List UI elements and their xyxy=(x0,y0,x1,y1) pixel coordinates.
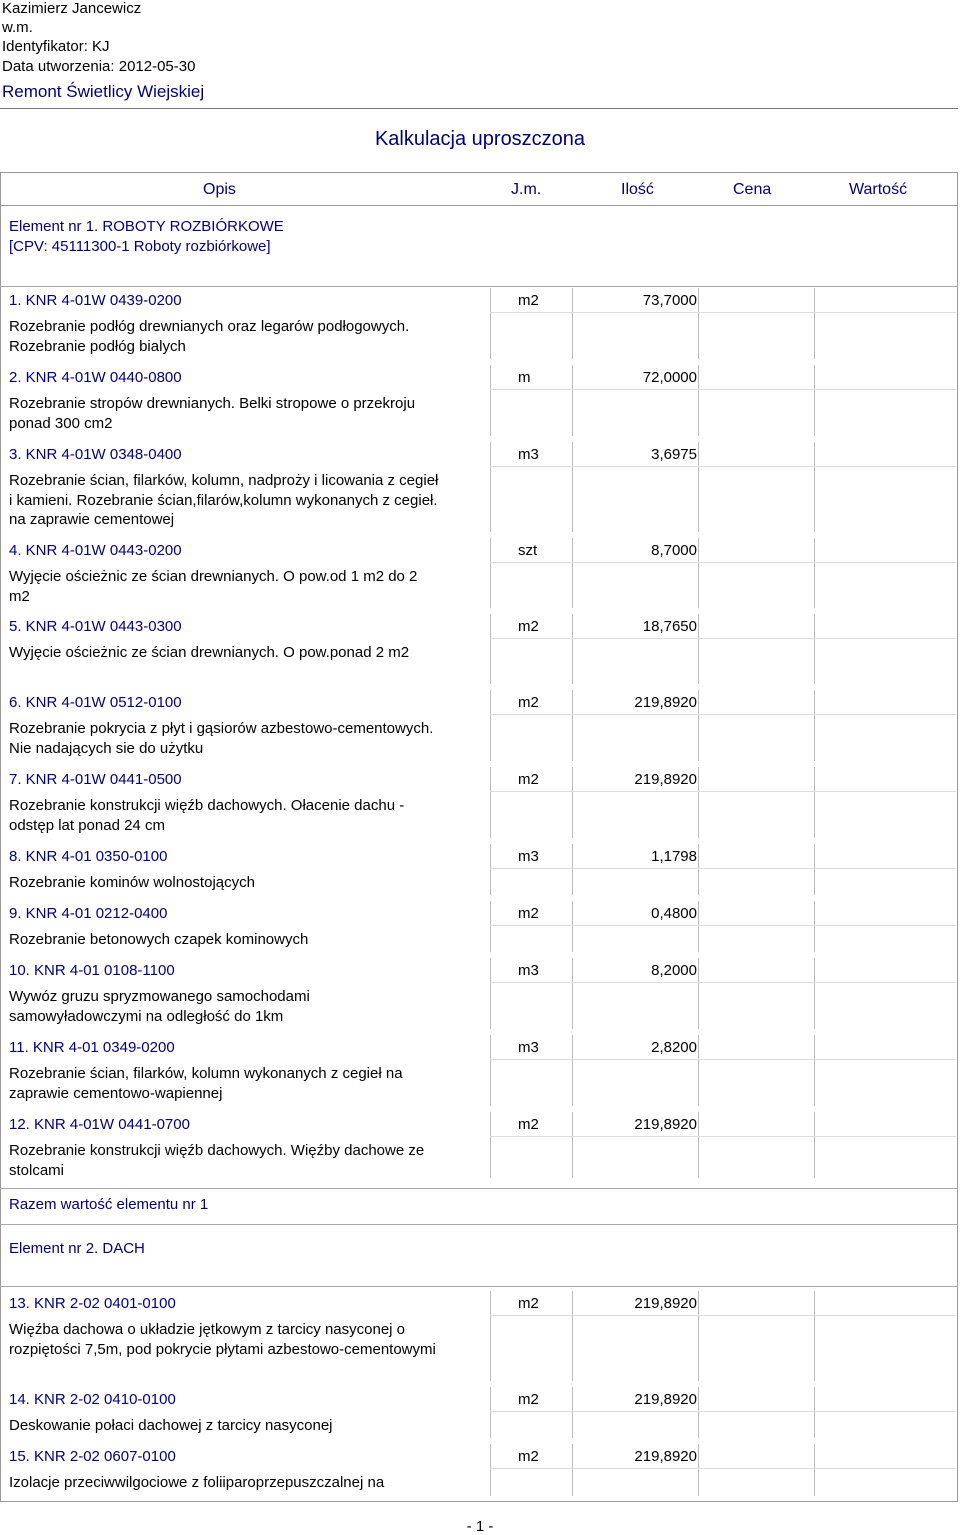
column-separator xyxy=(698,901,699,952)
column-separator xyxy=(814,1444,815,1496)
item-quantity: 2,8200 xyxy=(651,1039,697,1056)
column-separator xyxy=(698,1444,699,1496)
project-title: Remont Świetlicy Wiejskiej xyxy=(2,82,205,101)
column-separator xyxy=(490,288,491,359)
item-description: Rozebranie pokrycia z płyt i gąsiorów azbestowo-cementowych. Nie nadających sie do użytku xyxy=(9,720,434,757)
item-code: 6. KNR 4-01W 0512-0100 xyxy=(9,694,182,711)
row-separator xyxy=(490,562,956,563)
column-separator xyxy=(490,1291,491,1381)
column-separator xyxy=(698,844,699,895)
element-2-top-divider xyxy=(0,1224,958,1225)
item-unit: m3 xyxy=(518,446,539,463)
column-separator xyxy=(814,767,815,838)
column-separator xyxy=(490,958,491,1029)
item-quantity: 8,2000 xyxy=(651,962,697,979)
item-quantity: 219,8920 xyxy=(634,1295,697,1312)
column-separator xyxy=(814,365,815,436)
column-separator xyxy=(490,365,491,436)
item-description: Rozebranie kominów wolnostojących xyxy=(9,874,255,891)
col-header-ilosc: Ilość xyxy=(621,181,654,198)
row-separator xyxy=(490,312,956,313)
row-separator xyxy=(490,466,956,467)
item-code: 15. KNR 2-02 0607-0100 xyxy=(9,1448,176,1465)
column-separator xyxy=(698,538,699,608)
item-description: Izolacje przeciwwilgociowe z foliiparoprzepuszczalnej na xyxy=(9,1474,385,1491)
item-code: 4. KNR 4-01W 0443-0200 xyxy=(9,542,182,559)
calculation-title: Kalkulacja uproszczona xyxy=(374,128,586,150)
item-unit: m3 xyxy=(518,848,539,865)
column-separator xyxy=(490,614,491,684)
column-separator xyxy=(490,767,491,838)
item-description: Wywóz gruzu spryzmowanego samochodami samowyładowczymi na odległość do 1km xyxy=(9,988,310,1025)
author-name: Kazimierz Jancewicz xyxy=(2,0,142,17)
column-separator xyxy=(814,1112,815,1178)
item-unit: m2 xyxy=(518,292,539,309)
item-quantity: 18,7650 xyxy=(642,618,697,635)
column-separator xyxy=(814,538,815,608)
item-description: Rozebranie ścian, filarków, kolumn wykonanych z cegieł na zaprawie cementowo-wapiennej xyxy=(9,1065,403,1102)
item-quantity: 0,4800 xyxy=(651,905,697,922)
column-separator xyxy=(698,1291,699,1381)
item-quantity: 72,0000 xyxy=(642,369,697,386)
item-code: 9. KNR 4-01 0212-0400 xyxy=(9,905,168,922)
column-separator xyxy=(572,1112,573,1178)
row-separator xyxy=(490,791,956,792)
element-1-total-label: Razem wartość elementu nr 1 xyxy=(9,1196,209,1213)
item-quantity: 1,1798 xyxy=(651,848,697,865)
column-separator xyxy=(490,442,491,532)
item-unit: m xyxy=(518,369,531,386)
item-quantity: 219,8920 xyxy=(634,1448,697,1465)
page-number: - 1 - xyxy=(466,1518,494,1535)
column-separator xyxy=(814,690,815,761)
item-unit: m3 xyxy=(518,1039,539,1056)
column-separator xyxy=(814,1035,815,1106)
column-separator xyxy=(814,288,815,359)
item-quantity: 73,7000 xyxy=(642,292,697,309)
item-description: Rozebranie ścian, filarków, kolumn, nadproży i licowania z cegieł i kamieni. Rozebranie ścian,filarów,kolumn wykonanych z cegieł. na zaprawie cementowej xyxy=(9,472,439,528)
column-separator xyxy=(698,690,699,761)
item-unit: m2 xyxy=(518,694,539,711)
column-separator xyxy=(490,1112,491,1178)
column-separator xyxy=(814,614,815,684)
item-unit: m2 xyxy=(518,1295,539,1312)
row-separator xyxy=(490,1468,956,1469)
column-separator xyxy=(814,901,815,952)
item-unit: m2 xyxy=(518,1448,539,1465)
column-separator xyxy=(572,958,573,1029)
column-separator xyxy=(572,901,573,952)
column-separator xyxy=(572,538,573,608)
column-separator xyxy=(572,690,573,761)
title-divider xyxy=(0,108,958,109)
item-code: 8. KNR 4-01 0350-0100 xyxy=(9,848,168,865)
item-unit: m2 xyxy=(518,618,539,635)
row-separator xyxy=(490,389,956,390)
column-separator xyxy=(698,614,699,684)
column-separator xyxy=(698,442,699,532)
row-separator xyxy=(490,1136,956,1137)
column-separator xyxy=(572,365,573,436)
element-1-cpv: [CPV: 45111300-1 Roboty rozbiórkowe] xyxy=(9,238,271,255)
column-separator xyxy=(572,614,573,684)
column-separator xyxy=(814,844,815,895)
column-separator xyxy=(814,958,815,1029)
col-header-cena: Cena xyxy=(733,181,772,198)
item-code: 3. KNR 4-01W 0348-0400 xyxy=(9,446,182,463)
column-separator xyxy=(698,1035,699,1106)
item-unit: m2 xyxy=(518,771,539,788)
column-separator xyxy=(572,288,573,359)
column-separator xyxy=(814,442,815,532)
item-code: 12. KNR 4-01W 0441-0700 xyxy=(9,1116,190,1133)
item-unit: m2 xyxy=(518,905,539,922)
item-unit: m2 xyxy=(518,1116,539,1133)
column-separator xyxy=(490,538,491,608)
col-header-opis: Opis xyxy=(203,181,236,198)
item-description: Więźba dachowa o układzie jętkowym z tarcicy nasyconej o rozpiętości 7,5m, pod pokrycie płytami azbestowo-cementowymi xyxy=(9,1321,436,1358)
item-description: Rozebranie stropów drewnianych. Belki stropowe o przekroju ponad 300 cm2 xyxy=(9,395,416,432)
column-separator xyxy=(490,844,491,895)
column-separator xyxy=(698,365,699,436)
item-description: Wyjęcie ościeżnic ze ścian drewnianych. O pow.ponad 2 m2 xyxy=(9,644,410,661)
element-1-divider xyxy=(0,286,958,287)
column-separator xyxy=(490,1444,491,1496)
item-unit: szt xyxy=(518,542,538,559)
col-header-wartosc: Wartość xyxy=(849,181,908,198)
column-separator xyxy=(698,958,699,1029)
col-header-jm: J.m. xyxy=(511,181,542,198)
item-quantity: 219,8920 xyxy=(634,1116,697,1133)
item-description: Wyjęcie ościeżnic ze ścian drewnianych. O pow.od 1 m2 do 2 m2 xyxy=(9,568,418,605)
item-quantity: 8,7000 xyxy=(651,542,697,559)
column-separator xyxy=(572,1291,573,1381)
column-separator xyxy=(572,442,573,532)
item-unit: m2 xyxy=(518,1391,539,1408)
column-separator xyxy=(572,767,573,838)
column-separator xyxy=(572,1387,573,1438)
column-separator xyxy=(698,1387,699,1438)
item-code: 1. KNR 4-01W 0439-0200 xyxy=(9,292,182,309)
item-quantity: 3,6975 xyxy=(651,446,697,463)
item-quantity: 219,8920 xyxy=(634,1391,697,1408)
item-code: 14. KNR 2-02 0410-0100 xyxy=(9,1391,176,1408)
column-separator xyxy=(814,1387,815,1438)
item-quantity: 219,8920 xyxy=(634,771,697,788)
row-separator xyxy=(490,982,956,983)
column-separator xyxy=(490,690,491,761)
row-separator xyxy=(490,925,956,926)
item-description: Deskowanie połaci dachowej z tarcicy nasyconej xyxy=(9,1417,333,1434)
column-separator xyxy=(814,1291,815,1381)
creation-date: Data utworzenia: 2012-05-30 xyxy=(2,58,196,75)
column-separator xyxy=(572,844,573,895)
item-code: 13. KNR 2-02 0401-0100 xyxy=(9,1295,176,1312)
item-description: Rozebranie konstrukcji więźb dachowych. Ołacenie dachu - odstęp lat ponad 24 cm xyxy=(9,797,405,834)
identifier: Identyfikator: KJ xyxy=(2,38,110,55)
item-description: Rozebranie podłóg drewnianych oraz legarów podłogowych. Rozebranie podłóg bialych xyxy=(9,318,410,355)
item-code: 11. KNR 4-01 0349-0200 xyxy=(9,1039,175,1056)
item-code: 5. KNR 4-01W 0443-0300 xyxy=(9,618,182,635)
column-separator xyxy=(490,1035,491,1106)
row-separator xyxy=(490,1059,956,1060)
column-separator xyxy=(698,767,699,838)
row-separator xyxy=(490,714,956,715)
item-unit: m3 xyxy=(518,962,539,979)
row-separator xyxy=(490,638,956,639)
item-description: Rozebranie betonowych czapek kominowych xyxy=(9,931,309,948)
author-title: w.m. xyxy=(2,19,33,36)
total-divider xyxy=(0,1188,958,1189)
column-separator xyxy=(490,1387,491,1438)
item-description: Rozebranie konstrukcji więźb dachowych. Więźby dachowe ze stolcami xyxy=(9,1142,425,1179)
item-code: 7. KNR 4-01W 0441-0500 xyxy=(9,771,182,788)
item-code: 10. KNR 4-01 0108-1100 xyxy=(9,962,175,979)
column-separator xyxy=(698,1112,699,1178)
column-separator xyxy=(698,288,699,359)
element-2-title: Element nr 2. DACH xyxy=(9,1240,145,1257)
header-row-border xyxy=(0,205,958,206)
element-1-title: Element nr 1. ROBOTY ROZBIÓRKOWE xyxy=(9,218,284,235)
column-separator xyxy=(572,1444,573,1496)
row-separator xyxy=(490,1315,956,1316)
row-separator xyxy=(490,1411,956,1412)
item-code: 2. KNR 4-01W 0440-0800 xyxy=(9,369,182,386)
column-separator xyxy=(490,901,491,952)
column-separator xyxy=(572,1035,573,1106)
item-quantity: 219,8920 xyxy=(634,694,697,711)
element-2-divider xyxy=(0,1286,958,1287)
row-separator xyxy=(490,868,956,869)
